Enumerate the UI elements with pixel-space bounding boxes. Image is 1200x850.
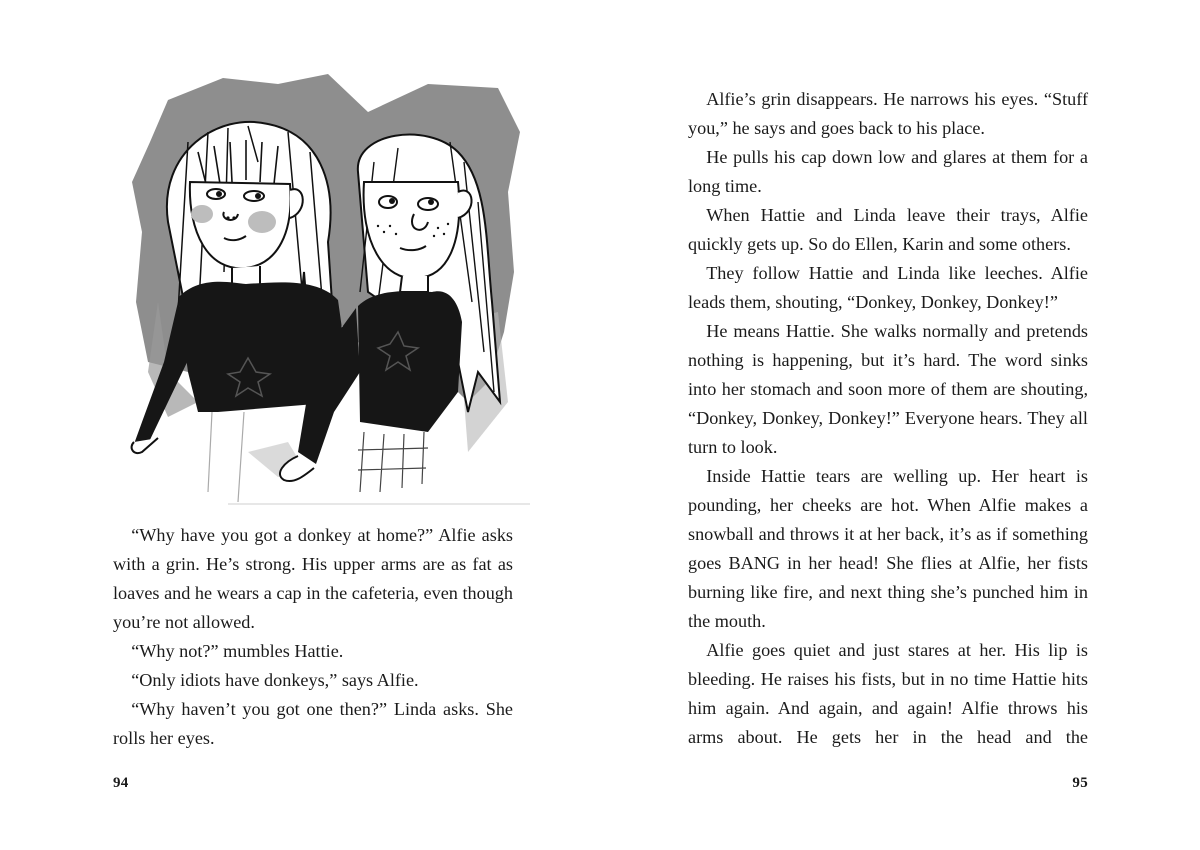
right-page (600, 0, 1200, 850)
left-page-text (113, 521, 513, 753)
paragraph: He pulls his cap down low and glares at them for a long time. (688, 147, 1088, 196)
right-page-text (688, 85, 1088, 752)
paragraph: He means Hattie. She walks normally and pretends nothing is happening, but it’s hard. The word sinks into her stomach and soon more of them are shouting, “Donkey, Donkey, Donkey!” Everyone hears. They all turn to look. (688, 321, 1088, 457)
paragraph: “Why not?” mumbles Hattie. (131, 641, 344, 661)
page-number-right: 95 (1072, 775, 1088, 791)
paragraph: When Hattie and Linda leave their trays, Alfie quickly gets up. So do Ellen, Karin and some others. (688, 205, 1088, 254)
two-girls-illustration (128, 72, 530, 512)
paragraph: They follow Hattie and Linda like leeches. Alfie leads them, shouting, “Donkey, Donkey, Donkey!” (688, 263, 1088, 312)
paragraph: Alfie goes quiet and just stares at her. His lip is bleeding. He raises his fists, but in no time Hattie hits him again. And again, and again! Alfie throws his arms about. He gets her in the head and the (688, 640, 1088, 747)
page-number-left: 94 (113, 775, 129, 791)
paragraph: “Only idiots have donkeys,” says Alfie. (131, 670, 419, 690)
illustration-drawing (128, 72, 530, 512)
paragraph: “Why have you got a donkey at home?” Alfie asks with a grin. He’s strong. His upper arms are as fat as loaves and he wears a cap in the cafeteria, even though you’re not allowed. (113, 525, 513, 632)
paragraph: “Why haven’t you got one then?” Linda asks. She rolls her eyes. (113, 699, 513, 748)
paragraph: Inside Hattie tears are welling up. Her heart is pounding, her cheeks are hot. When Alfie makes a snowball and throws it at her back, it’s as if something goes BANG in her head! She flies at Alfie, her fists burning like fire, and next thing she’s punched him in the mouth. (688, 466, 1088, 631)
paragraph: Alfie’s grin disappears. He narrows his eyes. “Stuff you,” he says and goes back to his place. (688, 89, 1088, 138)
